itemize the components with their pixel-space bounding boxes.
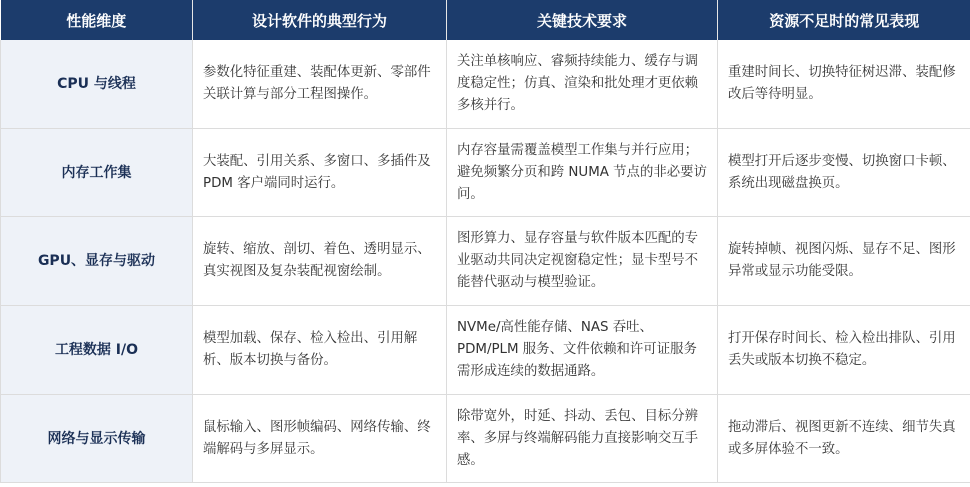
symptom-cell: 模型打开后逐步变慢、切换窗口卡顿、系统出现磁盘换页。 bbox=[718, 129, 970, 217]
table-row bbox=[1, 129, 970, 217]
behavior-cell: 鼠标输入、图形帧编码、网络传输、终端解码与多屏显示。 bbox=[193, 395, 447, 483]
dimension-cell: CPU 与线程 bbox=[1, 40, 193, 129]
requirement-cell: 除带宽外，时延、抖动、丢包、目标分辨率、多屏与终端解码能力直接影响交互手感。 bbox=[447, 395, 718, 483]
header-row bbox=[1, 0, 970, 40]
requirement-cell: 关注单核响应、睿频持续能力、缓存与调度稳定性；仿真、渲染和批处理才更依赖多核并行。 bbox=[447, 40, 718, 129]
behavior-cell: 参数化特征重建、装配体更新、零部件关联计算与部分工程图操作。 bbox=[193, 40, 447, 129]
dimension-cell: 网络与显示传输 bbox=[1, 395, 193, 483]
symptom-cell: 打开保存时间长、检入检出排队、引用丢失或版本切换不稳定。 bbox=[718, 306, 970, 395]
requirement-cell: 内存容量需覆盖模型工作集与并行应用；避免频繁分页和跨 NUMA 节点的非必要访问。 bbox=[447, 129, 718, 217]
table-header bbox=[1, 0, 970, 40]
header-requirement: 关键技术要求 bbox=[447, 0, 718, 40]
requirement-cell: 图形算力、显存容量与软件版本匹配的专业驱动共同决定视窗稳定性；显卡型号不能替代驱动与模型验证。 bbox=[447, 217, 718, 306]
table-row bbox=[1, 40, 970, 129]
dimension-cell: GPU、显存与驱动 bbox=[1, 217, 193, 306]
dimension-cell: 工程数据 I/O bbox=[1, 306, 193, 395]
symptom-cell: 重建时间长、切换特征树迟滞、装配修改后等待明显。 bbox=[718, 40, 970, 129]
requirement-cell: NVMe/高性能存储、NAS 吞吐、PDM/PLM 服务、文件依赖和许可证服务需形成连续的数据通路。 bbox=[447, 306, 718, 395]
dimension-cell: 内存工作集 bbox=[1, 129, 193, 217]
symptom-cell: 旋转掉帧、视图闪烁、显存不足、图形异常或显示功能受限。 bbox=[718, 217, 970, 306]
header-symptom: 资源不足时的常见表现 bbox=[718, 0, 970, 40]
table-row bbox=[1, 217, 970, 306]
table-body bbox=[1, 40, 970, 483]
table-row bbox=[1, 395, 970, 483]
header-behavior: 设计软件的典型行为 bbox=[193, 0, 447, 40]
behavior-cell: 旋转、缩放、剖切、着色、透明显示、真实视图及复杂装配视窗绘制。 bbox=[193, 217, 447, 306]
table-row bbox=[1, 306, 970, 395]
header-dimension: 性能维度 bbox=[1, 0, 193, 40]
behavior-cell: 模型加载、保存、检入检出、引用解析、版本切换与备份。 bbox=[193, 306, 447, 395]
symptom-cell: 拖动滞后、视图更新不连续、细节失真或多屏体验不一致。 bbox=[718, 395, 970, 483]
behavior-cell: 大装配、引用关系、多窗口、多插件及 PDM 客户端同时运行。 bbox=[193, 129, 447, 217]
